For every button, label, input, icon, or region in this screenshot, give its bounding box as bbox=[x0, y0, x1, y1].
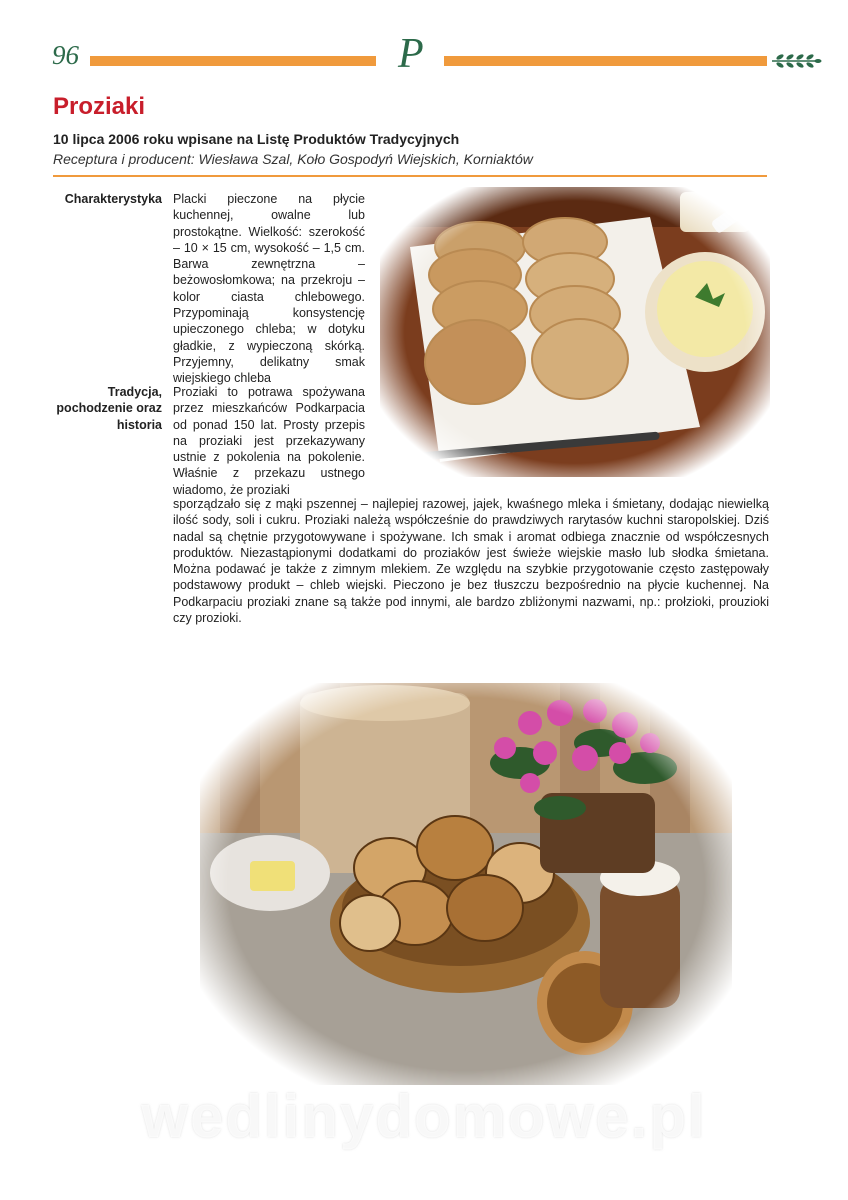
leaf-ornament-icon bbox=[770, 51, 822, 71]
photo-proziaki-basket bbox=[200, 683, 732, 1085]
section-text-tradition-continued: sporządzało się z mąki pszennej – najlepiej razowej, jajek, kwaśnego mleka i śmietany, dodając niewielką ilość sody, soli i cukru. Proziaki należą współcześnie do prawdziwych rarytasów kuchni staropolskiej. Dziś nadal są chętnie przygotowywane i spożywane. Ich smak i aromat odbiega znacznie od współczesnych produktów. Niezastąpionymi dodatkami do proziaków jest świeże wiejskie masło lub słodka śmietana. Można podawać je także z zimnym mlekiem. Ze względu na szybkie przygotowanie często zastępowały podstawowy produkt – chleb wiejski. Pieczono je bez tłuszczu bezpośrednio na płycie kuchennej. Na Podkarpaciu proziaki znane są także pod innymi, ale bardzo zbliżonymi nazwami, np.: prołzioki, prouzioki czy prozioki. bbox=[173, 497, 769, 626]
section-label-tradition: Tradycja, pochodzenie oraz historia bbox=[56, 385, 162, 432]
section-letter: P bbox=[398, 31, 424, 77]
section-text-characteristics: Placki pieczone na płycie kuchennej, owalne lub prostokątne. Wielkość: szerokość – 10 × 15 cm, wysokość – 1,5 cm. Barwa zewnętrzna – beżowosłomkowa; na przekroju – kolor ciasta chlebowego. Przypominają konsystencję upieczonego chleba; w dotyku gładkie, z wypieczoną skórką. Przyjemny, delikatny smak wiejskiego chleba bbox=[173, 192, 365, 386]
article-title: Proziaki bbox=[53, 93, 146, 120]
page-number: 96 bbox=[52, 40, 79, 70]
article-subtitle: 10 lipca 2006 roku wpisane na Listę Produktów Tradycyjnych bbox=[53, 131, 460, 147]
watermark: wedlinydomowe.pl bbox=[141, 1083, 707, 1150]
section-text-tradition: Proziaki to potrawa spożywana przez mieszkańców Podkarpacia od ponad 150 lat. Prosty przepis na proziaki jest przekazywany ustnie z pokolenia na pokolenie. Właśnie z przekazu ustnego wiadomo, że proziaki bbox=[173, 385, 365, 497]
article-credits: Receptura i producent: Wiesława Szal, Koło Gospodyń Wiejskich, Korniaktów bbox=[53, 151, 533, 167]
header-bar-left bbox=[90, 56, 376, 66]
section-label-characteristics: Charakterystyka bbox=[64, 192, 162, 206]
header-bar-right bbox=[444, 56, 767, 66]
title-rule bbox=[53, 175, 767, 177]
photo-proziaki-with-butter bbox=[380, 187, 770, 477]
